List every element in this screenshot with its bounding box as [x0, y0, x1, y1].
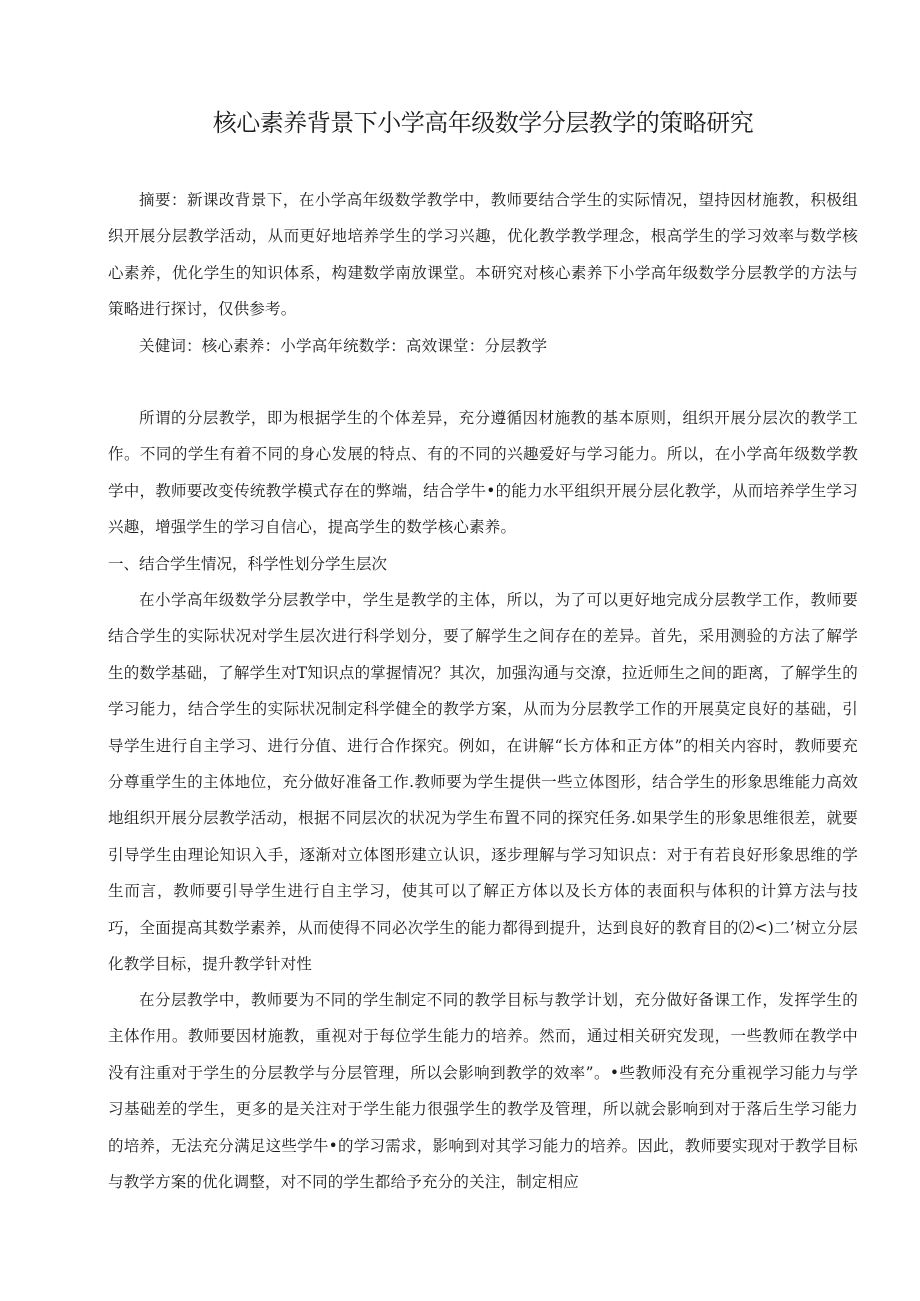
abstract-paragraph: 摘要：新课改背景下，在小学高年级数学教学中，教师要结合学生的实际情况，望持因材施教，积极组织开展分层教学活动，从而更好地培养学生的学习兴趣，优化教学教学理念，根高学生的学习效率与数学核心素养，优化学生的知识体系，构建数学南放课堂。本研究对核心素养下小学高年级数学分层教学的方法与策略进行探讨，仅供参考。	[108, 191, 858, 319]
section-heading-1: 一、结合学生情况，科学性划分学生层次	[108, 555, 388, 573]
body-paragraph-3: 在分层教学中，教师要为不同的学生制定不同的教学目标与教学计划，充分做好备课工作，发挥学生的主体作用。教师要因材施教，重视对于每位学生能力的培养。然而，通过相关研究发现，一些教师在教学中没有注重对于学生的分层教学与分层管理，所以会影响到教学的效率”。•些教师没有充分重视学习能力与学习基础差的学生，更多的是关注对于学生能力很强学生的教学及管理，所以就会影响到对于落后生学习能力的培养，无法充分满足这些学牛•的学习需求，影响到对其学习能力的培养。因此，教师要实现对于教学目标与教学方案的优化调整，对不同的学生都给予充分的关注，制定相应	[108, 991, 858, 1192]
body-paragraph-2: 在小学高年级数学分层教学中，学生是教学的主体，所以，为了可以更好地完成分层教学工作，教师要结合学生的实际状况对学生层次进行科学划分，要了解学生之间存在的差异。首先，采用测验的方法了解学生的数学基础，了解学生对T知识点的掌握情况？其次，加强沟通与交潦，拉近师生之间的距离，了解学生的学习能力，结合学生的实际状况制定科学健全的教学方案，从而为分层教学工作的开展莫定良好的基础，引导学生进行自主学习、进行分值、进行合作探究。例如，在讲解“长方体和正方体”的相关内容时，教师要充分尊重学生的主体地位，充分做好准备工作.教师要为学生提供一些立体图形，结合学生的形象思维能力高效地组织开展分层教学活动，根据不同层次的状况为学生布置不同的探究任务.如果学生的形象思维很差，就要引导学生由理论知识入手，逐渐对立体图形建立认识，逐步理解与学习知识点：对于有若良好形象思维的学生而言，教师要引导学生进行自主学习，使其可以了解正方体以及长方体的表面积与体积的计算方法与技巧，全面提高其数学素养，从而使得不同必次学生的能力都得到提升，达到良好的教育目的⑵<)二’树立分层化教学目标，提升教学针对性	[108, 591, 858, 974]
document-title: 核心素养背景下小学高年级数学分层教学的策略研究	[212, 109, 754, 137]
keywords-line: 关健词：核心素养：小学高年统数学：高效课堂：分层教学	[139, 337, 548, 355]
body-paragraph-1: 所谓的分层教学，即为根据学生的个体差异，充分遵循因材施教的基本原则，组织开展分层次的教学工作。不同的学生有着不同的身心发展的特点、有的不同的兴趣爱好与学习能力。所以，在小学高年级数学教学中，教师要改变传统教学模式存在的弊端，结合学牛•的能力水平组织开展分层化教学，从而培养学生学习兴趣，增强学生的学习自信心，提高学生的数学核心素养。	[108, 409, 858, 537]
